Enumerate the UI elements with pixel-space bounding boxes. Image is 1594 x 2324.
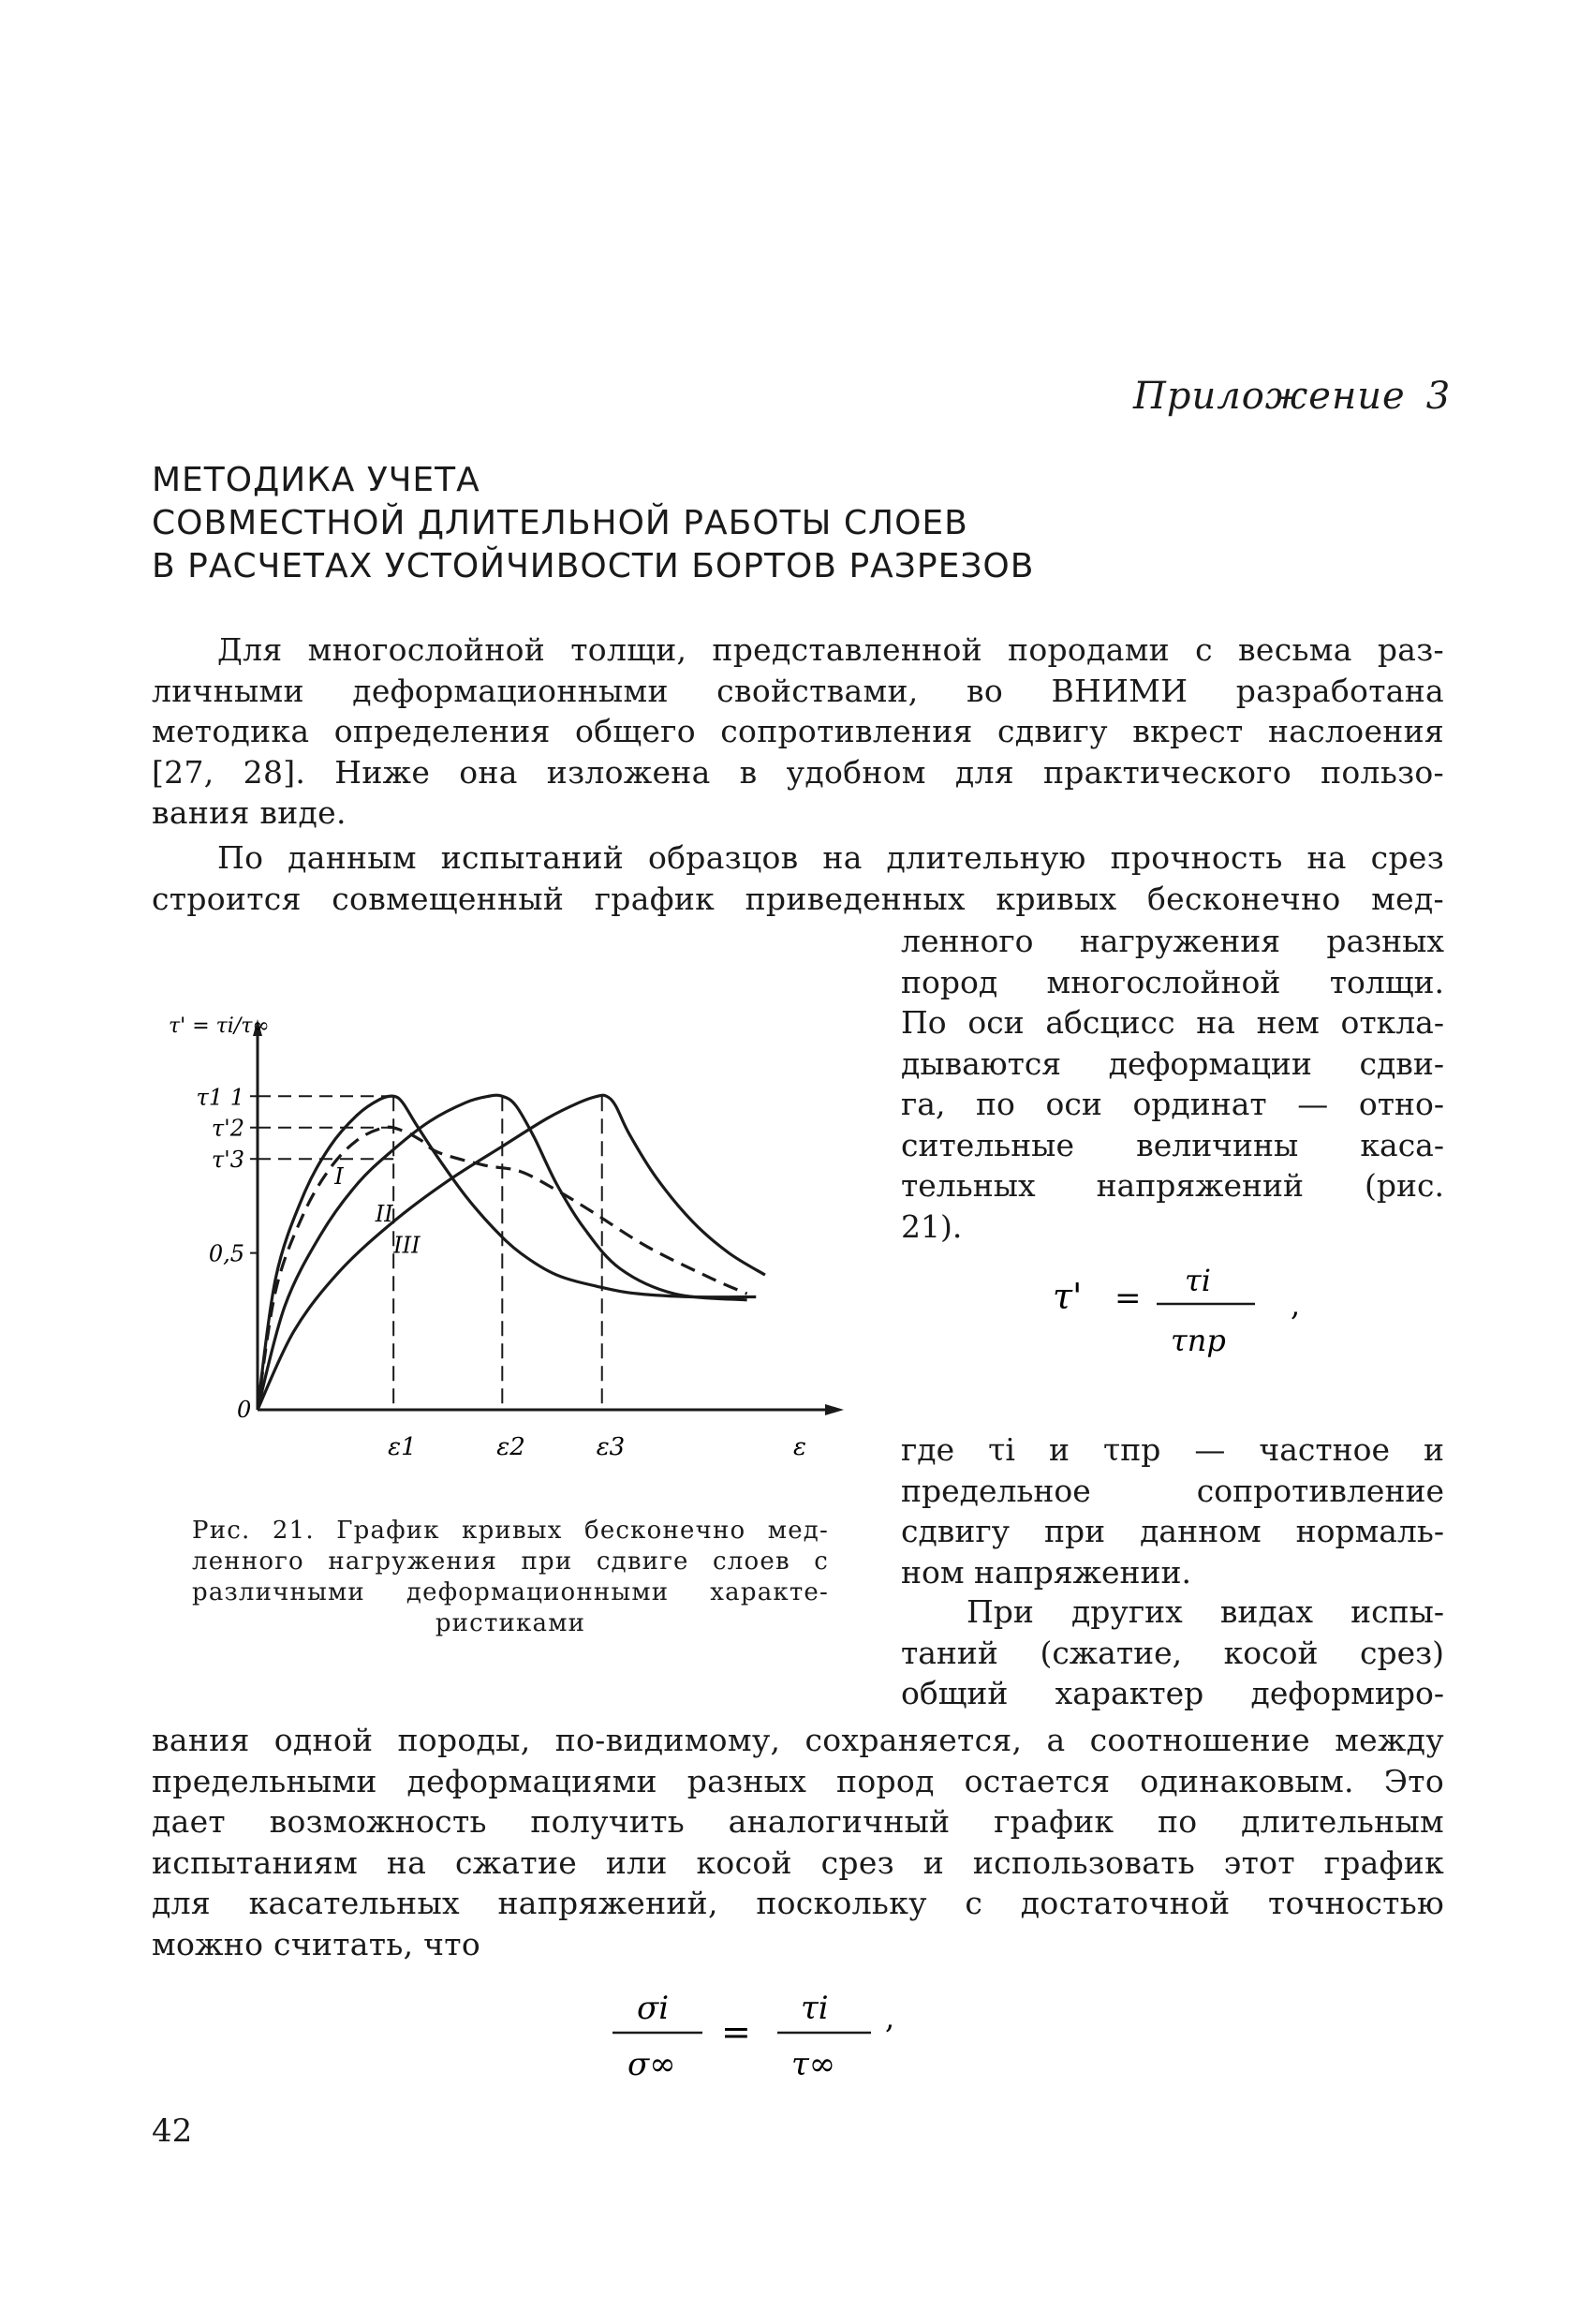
x-tick-label: ε2 xyxy=(496,1433,525,1461)
y-tick-label: τ'2 xyxy=(211,1115,244,1142)
page-number: 42 xyxy=(152,2112,193,2150)
formula-numerator: τi xyxy=(801,1990,829,2027)
text-line: 21). xyxy=(901,1207,963,1245)
paragraph-1 xyxy=(152,629,1444,834)
formula-equals: = xyxy=(721,2011,751,2052)
formula-lhs: τ' xyxy=(1053,1276,1083,1317)
y-tick-label: τ'3 xyxy=(211,1147,244,1174)
text-line: предельными деформациями разных пород остается одинаковым. Это xyxy=(152,1762,1444,1799)
text-line: тельных напряжений (рис. xyxy=(901,1167,1444,1204)
chart-axes xyxy=(250,1019,844,1415)
caption-line: Рис. 21. График кривых бесконечно мед- xyxy=(192,1517,829,1545)
text-line: вания виде. xyxy=(152,794,347,831)
text-line: дает возможность получить аналогичный график по длительным xyxy=(152,1803,1444,1840)
curve-label: I xyxy=(334,1162,344,1190)
appendix-label: Приложение xyxy=(1133,375,1406,418)
curve-label: III xyxy=(393,1232,421,1259)
appendix-number: 3 xyxy=(1425,375,1452,418)
text-line: По оси абсцисс на нем откла- xyxy=(901,1004,1444,1041)
text-line: предельное сопротивление xyxy=(901,1472,1444,1509)
text-line: можно считать, что xyxy=(152,1925,481,1962)
text-line: ном напряжении. xyxy=(901,1553,1191,1591)
x-axis-arrow xyxy=(825,1404,844,1415)
origin-label: 0 xyxy=(237,1397,252,1423)
curve-label: II xyxy=(375,1201,393,1228)
text-line: При других видах испы- xyxy=(967,1593,1444,1630)
text-line: где τi и τпр — частное и xyxy=(901,1431,1444,1468)
paragraph-2-side xyxy=(901,921,1444,1247)
x-tick-label: ε1 xyxy=(388,1433,417,1461)
formula-denominator: σ∞ xyxy=(627,2046,676,2083)
title-line: СОВМЕСТНОЙ ДЛИТЕЛЬНОЙ РАБОТЫ СЛОЕВ xyxy=(152,504,968,542)
y-tick-label: τ1 1 xyxy=(196,1084,244,1111)
paragraph-2 xyxy=(152,837,1444,919)
text-line: общий характер деформиро- xyxy=(901,1675,1444,1711)
text-line: ленного нагружения разных xyxy=(901,923,1444,959)
text-line: га, по оси ординат — отно- xyxy=(901,1086,1444,1122)
text-line: Для многослойной толщи, представленной породами с весьма раз- xyxy=(217,631,1444,668)
paragraph-3-side xyxy=(901,1591,1444,1713)
title-line: МЕТОДИКА УЧЕТА xyxy=(152,461,480,499)
caption-line: ристиками xyxy=(435,1609,586,1637)
formula-numerator: σi xyxy=(637,1990,670,2027)
formula-denominator: τ∞ xyxy=(791,2046,836,2083)
x-axis-label: ε xyxy=(793,1433,806,1461)
text-line: сительные величины каса- xyxy=(901,1126,1444,1163)
y-axis-label: τ' = τi/τ∞ xyxy=(169,1014,270,1038)
section-title xyxy=(152,459,1034,588)
appendix-heading xyxy=(1133,375,1451,418)
formula-numerator: τi xyxy=(1185,1263,1211,1298)
paragraph-3 xyxy=(152,1720,1444,1964)
text-line: По данным испытаний образцов на длительную прочность на срез xyxy=(217,839,1444,876)
text-line: личными деформационными свойствами, во ВНИМИ разработана xyxy=(152,672,1444,709)
y-tick-label: 0,5 xyxy=(208,1240,244,1267)
text-line: дываются деформации сдви- xyxy=(901,1044,1444,1082)
caption-line: ленного нагружения при сдвиге слоев с xyxy=(192,1547,829,1576)
formula-tau-prime xyxy=(1040,1246,1321,1377)
text-line: [27, 28]. Ниже она изложена в удобном для практического пользо- xyxy=(152,753,1444,791)
title-line: В РАСЧЕТАХ УСТОЙЧИВОСТИ БОРТОВ РАЗРЕЗОВ xyxy=(152,547,1035,585)
text-line: строится совмещенный график приведенных кривых бесконечно мед- xyxy=(152,880,1444,917)
figure-caption xyxy=(192,1516,829,1639)
text-line: вания одной породы, по-видимому, сохраняется, а соотношение между xyxy=(152,1722,1444,1758)
text-line: методика определения общего сопротивления сдвигу вкрест наслоения xyxy=(152,713,1444,749)
x-tick-label: ε3 xyxy=(596,1433,626,1461)
text-line: таний (сжатие, косой срез) xyxy=(901,1634,1444,1671)
formula-comma: , xyxy=(885,2000,895,2035)
text-line: пород многослойной толщи. xyxy=(901,963,1444,1000)
chart-curves xyxy=(258,1095,765,1410)
text-line: сдвигу при данном нормаль- xyxy=(901,1513,1444,1549)
formula-sigma-tau xyxy=(599,1976,918,2098)
formula-comma: , xyxy=(1291,1287,1301,1323)
figure-chart xyxy=(150,970,862,1494)
formula-denominator: τпр xyxy=(1171,1323,1226,1358)
text-line: для касательных напряжений, поскольку с достаточной точностью xyxy=(152,1885,1444,1921)
formula-equals: = xyxy=(1114,1280,1142,1317)
where-block xyxy=(901,1428,1444,1591)
text-line: испытаниям на сжатие или косой срез и использовать этот график xyxy=(152,1843,1444,1881)
caption-line: различными деформационными характе- xyxy=(192,1578,829,1606)
